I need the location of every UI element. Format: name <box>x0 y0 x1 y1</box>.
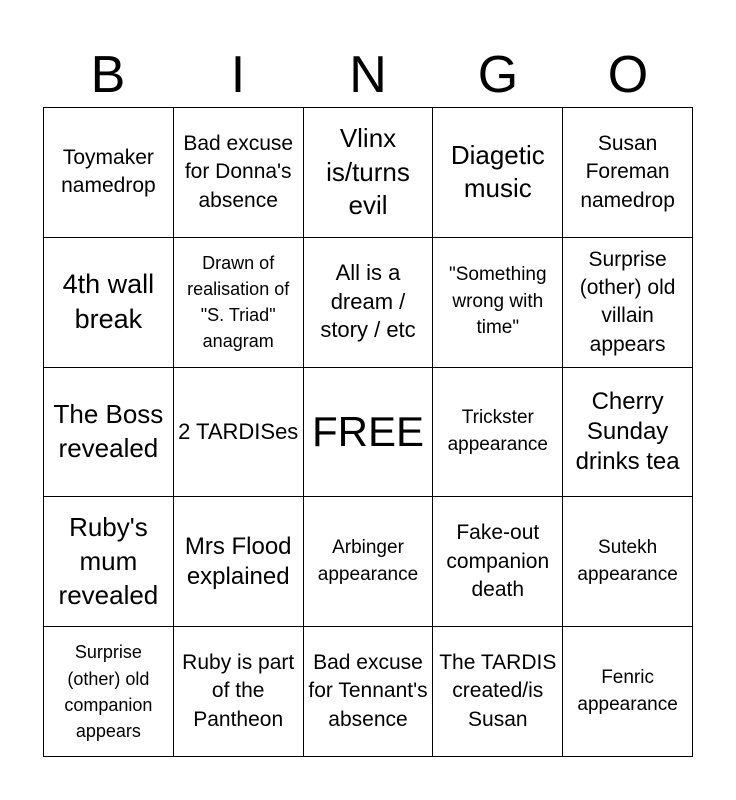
bingo-cell-r2c2[interactable] <box>174 238 304 368</box>
cell-label: The Boss revealed <box>53 399 164 463</box>
bingo-cell-r1c5[interactable] <box>563 108 693 238</box>
bingo-cell-r1c3[interactable] <box>304 108 434 238</box>
cell-label: Surprise (other) old companion appears <box>64 642 153 741</box>
bingo-board <box>43 107 693 757</box>
bingo-cell-r3c1[interactable] <box>44 368 174 498</box>
cell-label: Diagetic music <box>450 139 545 204</box>
cell-label: "Something wrong with time" <box>448 264 547 339</box>
header-letter-b: B <box>90 46 126 104</box>
cell-label: Sutekh appearance <box>577 537 678 585</box>
bingo-cell-r4c1[interactable] <box>44 497 174 627</box>
cell-label: Bad excuse for Tennant's absence <box>308 651 428 731</box>
bingo-cell-r5c1[interactable] <box>44 627 174 757</box>
bingo-cell-r2c5[interactable] <box>563 238 693 368</box>
cell-label: Cherry Sunday drinks tea <box>575 387 680 475</box>
cell-label: All is a dream / story / etc <box>320 260 416 343</box>
cell-label: Trickster appearance <box>447 407 548 455</box>
bingo-cell-r1c1[interactable] <box>44 108 174 238</box>
bingo-cell-r3c5[interactable] <box>563 368 693 498</box>
bingo-cell-r4c3[interactable] <box>304 497 434 627</box>
cell-label: Toymaker namedrop <box>61 146 156 198</box>
bingo-cell-r5c3[interactable] <box>304 627 434 757</box>
cell-label: The TARDIS created/is Susan <box>439 651 557 731</box>
cell-label: Arbinger appearance <box>317 537 419 585</box>
bingo-cell-r2c3[interactable] <box>304 238 434 368</box>
header-letter-i: I <box>230 46 246 104</box>
header-letter-n: N <box>349 46 387 104</box>
cell-label: Bad excuse for Donna's absence <box>183 131 294 212</box>
cell-label: Ruby is part of the Pantheon <box>182 651 295 731</box>
bingo-cell-r4c2[interactable] <box>174 497 304 627</box>
header-letter-g: G <box>477 46 519 104</box>
cell-label: 2 TARDISes <box>178 418 299 444</box>
cell-label: Ruby's mum revealed <box>58 512 159 610</box>
bingo-cell-r2c4[interactable] <box>433 238 563 368</box>
cell-label: Fenric appearance <box>577 667 678 715</box>
bingo-cell-free[interactable] <box>304 368 434 498</box>
cell-label: Surprise (other) old villain appears <box>579 247 676 356</box>
cell-label: FREE <box>311 407 424 455</box>
bingo-cell-r4c5[interactable] <box>563 497 693 627</box>
bingo-header <box>43 44 693 106</box>
bingo-cell-r2c1[interactable] <box>44 238 174 368</box>
bingo-cell-r3c4[interactable] <box>433 368 563 498</box>
bingo-cell-r1c2[interactable] <box>174 108 304 238</box>
cell-label: Vlinx is/turns evil <box>326 122 410 221</box>
cell-label: Fake-out companion death <box>446 521 550 601</box>
bingo-cell-r5c4[interactable] <box>433 627 563 757</box>
cell-label: Mrs Flood explained <box>184 532 292 590</box>
bingo-cell-r1c4[interactable] <box>433 108 563 238</box>
header-letter-o: O <box>607 46 649 104</box>
cell-label: Drawn of realisation of "S. Triad" anagram <box>187 253 290 352</box>
bingo-cell-r5c5[interactable] <box>563 627 693 757</box>
bingo-cell-r4c4[interactable] <box>433 497 563 627</box>
bingo-cell-r5c2[interactable] <box>174 627 304 757</box>
cell-label: 4th wall break <box>62 269 155 335</box>
bingo-cell-r3c2[interactable] <box>174 368 304 498</box>
cell-label: Susan Foreman namedrop <box>580 131 675 212</box>
